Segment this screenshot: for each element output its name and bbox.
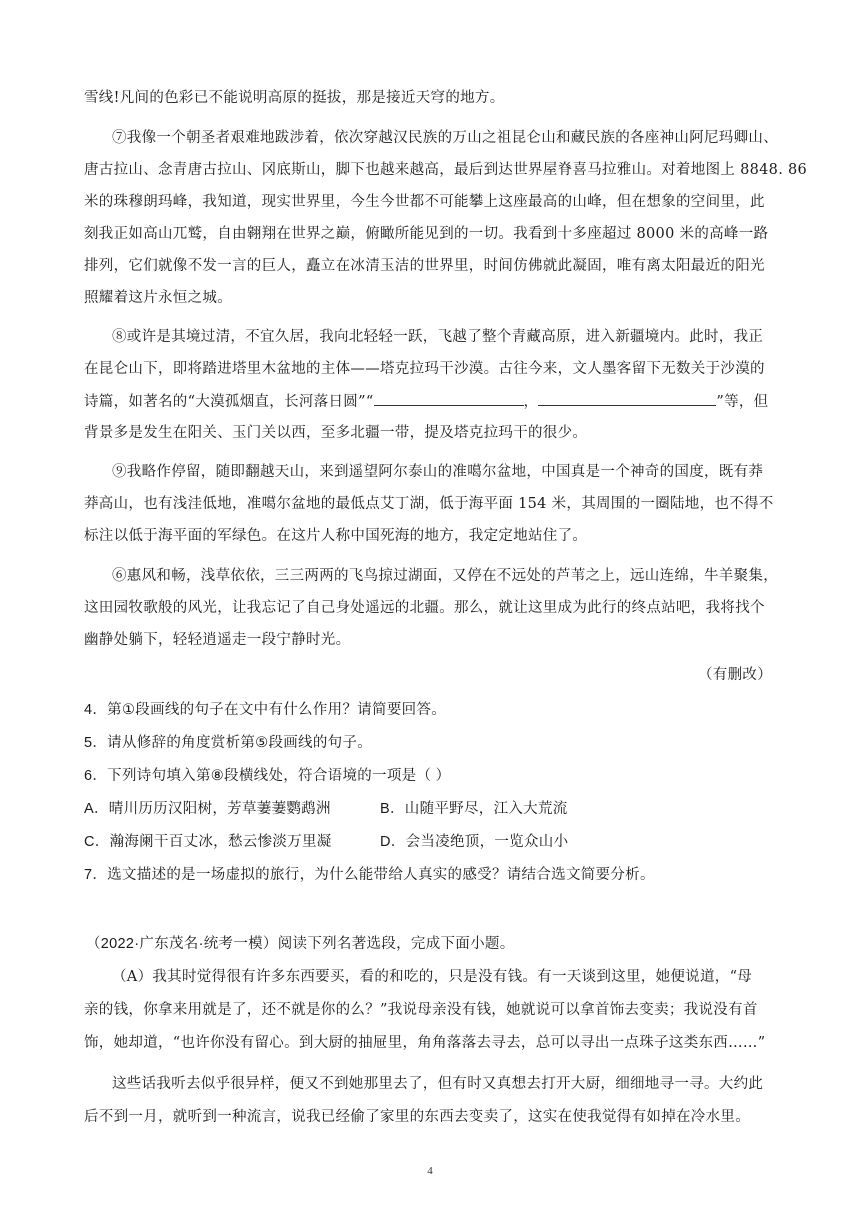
paragraph-8-line (84, 391, 784, 412)
question-5: 5．请从修辞的角度赏析第⑤段画线的句子。 (84, 735, 373, 751)
option-b: B．山随平野尽，江入大荒流 (380, 801, 568, 817)
source-note: （有删改） (698, 667, 772, 683)
paragraph-9-line: 莽高山，也有浅洼低地，准噶尔盆地的最低点艾丁湖，低于海平面 154 米，其周围的一圈陆地，也不得不 (84, 496, 774, 512)
paragraph-7-line: 唐古拉山、念青唐古拉山、冈底斯山，脚下也越来越高，最后到达世界屋脊喜马拉雅山。对着地图上 8848. 86 (84, 162, 808, 178)
paragraph-7-line: 米的珠穆朗玛峰，我知道，现实世界里，今生今世都不可能攀上这座最高的山峰，但在想象的空间里，此 (84, 194, 765, 210)
question-6-options-row-2 (84, 832, 784, 852)
paragraph-7-line: 照耀着这片永恒之城。 (84, 290, 232, 306)
question-6-options-row-1 (84, 799, 784, 819)
section-intro: （2022·广东茂名·统考一模）阅读下列名著选段，完成下面小题。 (86, 936, 515, 952)
page-number: 4 (427, 1165, 433, 1177)
option-c: C．瀚海阑干百丈冰，愁云惨淡万里凝 (84, 834, 332, 850)
paragraph-6-line: ⑥惠风和畅，浅草依依，三三两两的飞鸟掠过湖面，又停在不远处的芦苇之上，远山连绵，牛羊聚集， (112, 568, 778, 584)
comma: ， (523, 394, 539, 410)
excerpt-line: 这些话我听去似乎很异样，便又不到她那里去了，但有时又真想去打开大厨，细细地寻一寻。大约此 (112, 1076, 764, 1092)
excerpt-a-line: 亲的钱，你拿来用就是了，还不就是你的么？”我说母亲没有钱，她就说可以拿首饰去变卖；我说没有首 (84, 1002, 758, 1018)
paragraph-9-line: ⑨我略作停留，随即翻越天山，来到遥望阿尔泰山的准噶尔盆地，中国真是一个神奇的国度，既有莽 (112, 464, 764, 480)
paragraph-7-line: 刻我正如高山兀鹫，自由翱翔在世界之巅，俯瞰所能见到的一切。我看到十多座超过 8000 米的高峰一路 (84, 226, 769, 242)
paragraph-6-line: 幽静处躺下，轻轻逍遥走一段宁静时光。 (84, 632, 351, 648)
question-6: 6．下列诗句填入第⑧段横线处，符合语境的一项是（ ） (84, 768, 451, 784)
option-a: A．晴川历历汉阳树，芳草萋萋鹦鹉洲 (84, 801, 331, 817)
paragraph-8-line: ⑧或许是其境过清，不宜久居，我向北轻轻一跃，飞越了整个青藏高原，进入新疆境内。此时，我正 (112, 329, 764, 345)
poem-quote-end: ”等，但 (716, 394, 769, 410)
question-4: 4．第①段画线的句子在文中有什么作用？请简要回答。 (84, 702, 447, 718)
question-7: 7．选文描述的是一场虚拟的旅行，为什么能带给人真实的感受？请结合选文简要分析。 (84, 867, 655, 883)
excerpt-a-line: （A）我其时觉得很有许多东西要买，看的和吃的，只是没有钱。有一天谈到这里，她便说道，“母 (112, 969, 753, 985)
paragraph-6-line: 这田园牧歌般的风光，让我忘记了自己身处遥远的北疆。那么，就让这里成为此行的终点站吧，我将找个 (84, 600, 765, 616)
option-d: D．会当凌绝顶，一览众山小 (380, 834, 569, 850)
paragraph-8-line: 背景多是发生在阳关、玉门关以西，至多北疆一带，提及塔克拉玛干的很少。 (84, 425, 588, 441)
fill-in-blank-1 (374, 391, 524, 406)
excerpt-line: 后不到一月，就听到一种流言，说我已经偷了家里的东西去变卖了，这实在使我觉得有如掉在冷水里。 (84, 1109, 750, 1125)
excerpt-a-line: 饰，她却道，“也许你没有留心。到大厨的抽屉里，角角落落去寻去，总可以寻出一点珠子这类东西……” (84, 1035, 766, 1051)
paragraph-7-line: 排列，它们就像不发一言的巨人，矗立在冰清玉洁的世界里，时间仿佛就此凝固，唯有离太阳最近的阳光 (84, 258, 765, 274)
fill-in-blank-2 (538, 391, 716, 406)
paragraph-line: 雪线!凡间的色彩已不能说明高原的挺拔，那是接近天穹的地方。 (84, 90, 505, 106)
paragraph-8-line: 在昆仑山下，即将踏进塔里木盆地的主体——塔克拉玛干沙漠。古往今来，文人墨客留下无数关于沙漠的 (84, 361, 765, 377)
paragraph-9-line: 标注以低于海平面的军绿色。在这片人称中国死海的地方，我定定地站住了。 (84, 528, 588, 544)
poem-quote-text: 诗篇，如著名的“大漠孤烟直，长河落日圆”“ (84, 394, 374, 410)
paragraph-7-line: ⑦我像一个朝圣者艰难地跋涉着，依次穿越汉民族的万山之祖昆仑山和藏民族的各座神山阿尼玛卿山、 (112, 130, 778, 146)
